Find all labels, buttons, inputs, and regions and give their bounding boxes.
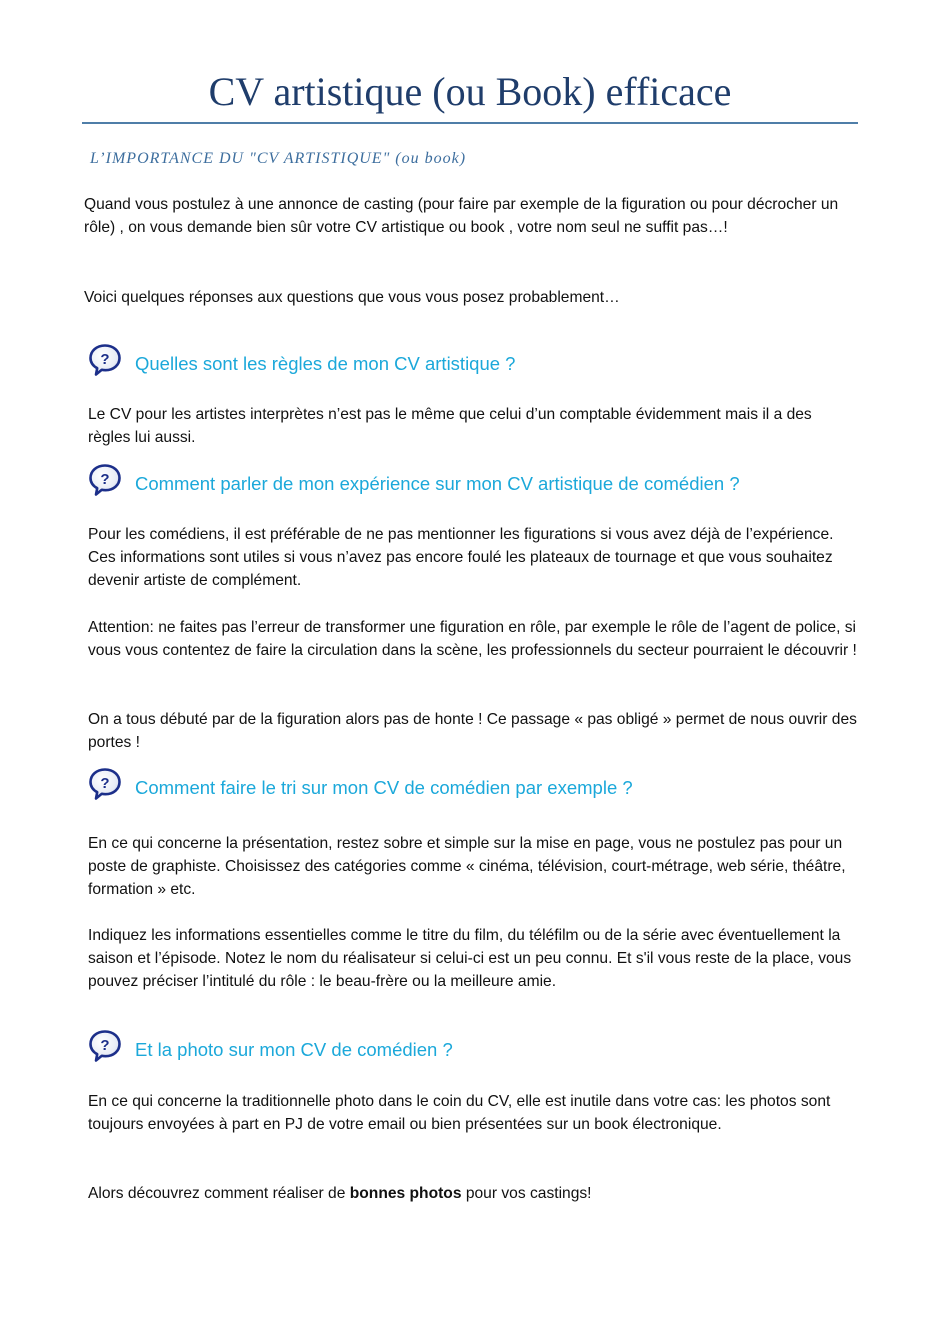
section-heading-text: Et la photo sur mon CV de comédien ?	[135, 1039, 453, 1060]
section-heading	[88, 764, 633, 804]
question-bubble-icon	[88, 1029, 122, 1063]
section-heading-text: Comment parler de mon expérience sur mon CV artistique de comédien ?	[135, 473, 740, 494]
section-heading-text: Comment faire le tri sur mon CV de comédien par exemple ?	[135, 777, 633, 798]
body-paragraph: Pour les comédiens, il est préférable de ne pas mentionner les figurations si vous avez déjà de l’expérience. Ces informations sont utiles si vous n’avez pas encore foulé les plateaux de tournage et que vous souhaitez devenir artiste de complément.	[88, 526, 834, 589]
body-paragraph: Attention: ne faites pas l’erreur de transformer une figuration en rôle, par exemple le rôle de l’agent de police, si vous vous contentez de faire la circulation dans la scène, les professionnels du secteur pourraient le découvrir !	[88, 619, 857, 659]
title-divider	[82, 122, 858, 124]
body-paragraph: En ce qui concerne la traditionnelle photo dans le coin du CV, elle est inutile dans votre cas: les photos sont toujours envoyées à part en PJ de votre email ou bien présentées sur un book électronique.	[88, 1093, 831, 1133]
body-paragraph: Indiquez les informations essentielles comme le titre du film, du téléfilm ou de la série avec éventuellement la saison et l’épisode. Notez le nom du réalisateur si celui-ci est un peu connu. Et s'il vous reste de la place, vous pouvez préciser l’intitulé du rôle : le beau-frère ou la meilleure amie.	[88, 927, 852, 990]
section-heading	[88, 460, 740, 500]
question-bubble-icon	[88, 343, 122, 377]
section-heading	[88, 340, 515, 380]
intro-paragraph: Voici quelques réponses aux questions que vous vous posez probablement…	[84, 289, 620, 306]
intro-paragraph: Quand vous postulez à une annonce de casting (pour faire par exemple de la figuration ou pour décrocher un rôle) , on vous demande bien sûr votre CV artistique ou book , votre nom seul ne suffit pas…!	[84, 196, 839, 236]
section-heading	[88, 1026, 453, 1066]
document-title: CV artistique (ou Book) efficace	[208, 69, 732, 114]
question-bubble-icon	[88, 767, 122, 801]
closing-text: Alors découvrez comment réaliser de	[88, 1185, 350, 1202]
body-paragraph: Le CV pour les artistes interprètes n’est pas le même que celui d’un comptable évidemment mais il a des règles lui aussi.	[88, 406, 812, 446]
question-bubble-icon	[88, 463, 122, 497]
bold-phrase: bonnes photos	[349, 1185, 462, 1202]
closing-text-end: pour vos castings!	[461, 1185, 592, 1202]
body-paragraph: On a tous débuté par de la figuration alors pas de honte ! Ce passage « pas obligé » permet de nous ouvrir des portes !	[88, 711, 857, 751]
closing-paragraph	[88, 1182, 858, 1205]
section-subtitle: L’IMPORTANCE DU "CV ARTISTIQUE" (ou book)	[90, 150, 467, 167]
body-paragraph: En ce qui concerne la présentation, restez sobre et simple sur la mise en page, vous ne postulez pas pour un poste de graphiste. Choisissez des catégories comme « cinéma, télévision, court-métrage, web série, théâtre, formation » etc.	[88, 835, 846, 898]
section-heading-text: Quelles sont les règles de mon CV artistique ?	[135, 353, 516, 374]
